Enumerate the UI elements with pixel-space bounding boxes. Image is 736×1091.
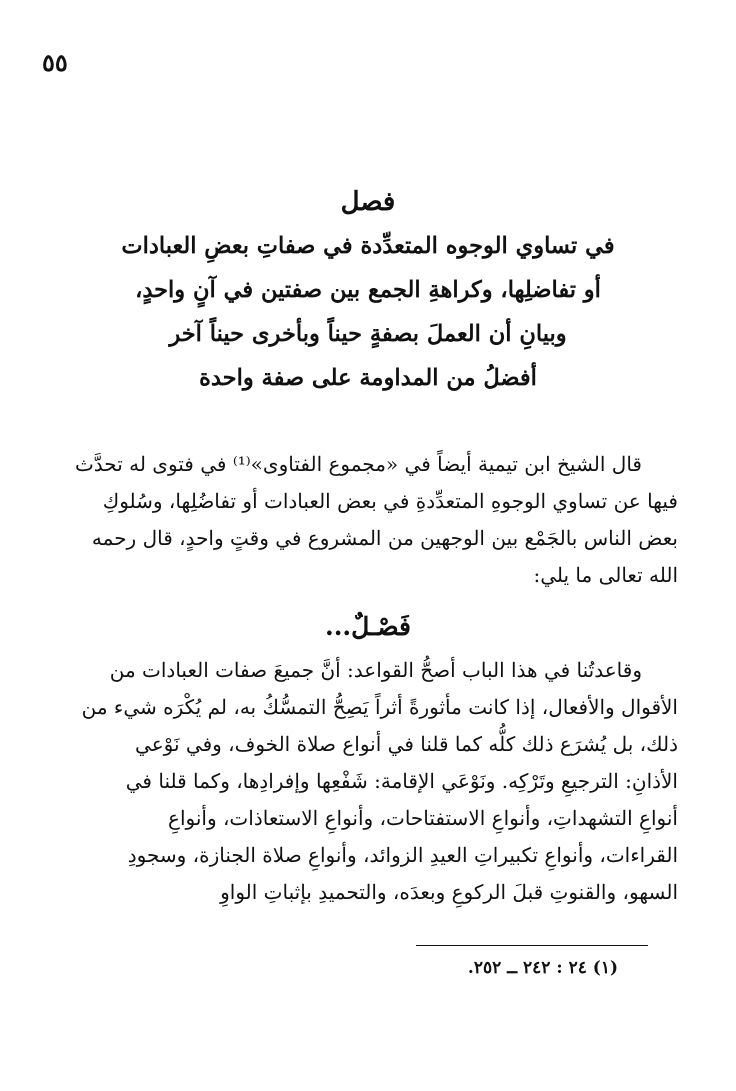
paragraph-line: أنواعِ التشهداتِ، وأنواعِ الاستفتاحات، وأنواعِ الاستعاذات، وأنواعِ xyxy=(168,806,678,830)
main-paragraph xyxy=(56,652,678,911)
section-subheading: فَصْـلٌ... xyxy=(325,612,411,641)
heading-title: فصل xyxy=(340,187,396,217)
chapter-heading xyxy=(60,180,676,400)
paragraph-line: قال الشيخ ابن تيمية أيضاً في «مجموع الفتاوى»⁽¹⁾ في فتوى له تحدَّث xyxy=(74,452,642,476)
paragraph-line: فيها عن تساوي الوجوهِ المتعدِّدةِ في بعض العبادات أو تفاضُلِها، وسُلوكِ xyxy=(102,489,678,513)
paragraph-line: الأذانِ: الترجيعِ وتَرْكِه. ونَوْعَي الإقامة: شَفْعِها وإفرادِها، وكما قلنا في xyxy=(125,769,678,793)
heading-line: وبيانِ أن العملَ بصفةٍ حيناً وبأخرى حيناً آخر xyxy=(169,321,567,347)
paragraph-line: ذلك، بل يُشرَع ذلك كلُّه كما قلنا في أنواع صلاة الخوف، وفي نَوْعي xyxy=(135,732,678,756)
paragraph-line: القراءات، وأنواعِ تكبيراتِ العيدِ الزوائد، وأنواعِ صلاة الجنازة، وسجودِ xyxy=(127,843,678,867)
heading-line: في تساوي الوجوه المتعدِّدة في صفاتِ بعضِ العبادات xyxy=(121,233,615,259)
footnote-divider xyxy=(416,945,648,946)
footnote: (١) ٢٤ : ٢٤٢ ــ ٢٥٢. xyxy=(467,958,618,978)
paragraph-line: وقاعدتُنا في هذا الباب أصحُّ القواعد: أنَّ جميعَ صفات العبادات من xyxy=(109,658,642,682)
paragraph-line: بعض الناس بالجَمْع بين الوجهين من المشروع في وقتٍ واحدٍ، قال رحمه xyxy=(91,526,678,550)
paragraph-line: السهو، والقنوتِ قبلَ الركوعِ وبعدَه، والتحميدِ بإثباتِ الواوِ xyxy=(220,880,678,904)
heading-line: أو تفاضلِها، وكراهةِ الجمع بين صفتين في آنٍ واحدٍ، xyxy=(135,277,601,303)
paragraph-line: الأقوال والأفعال، إذا كانت مأثورةً أثراً يَصِحُّ التمسُّكُ به، لم يُكْرَه شيء من xyxy=(81,695,678,719)
paragraph-line: الله تعالى ما يلي: xyxy=(533,563,678,587)
intro-paragraph xyxy=(56,446,678,594)
page-number: ٥٥ xyxy=(42,48,68,77)
heading-line: أفضلُ من المداومة على صفة واحدة xyxy=(199,365,537,391)
